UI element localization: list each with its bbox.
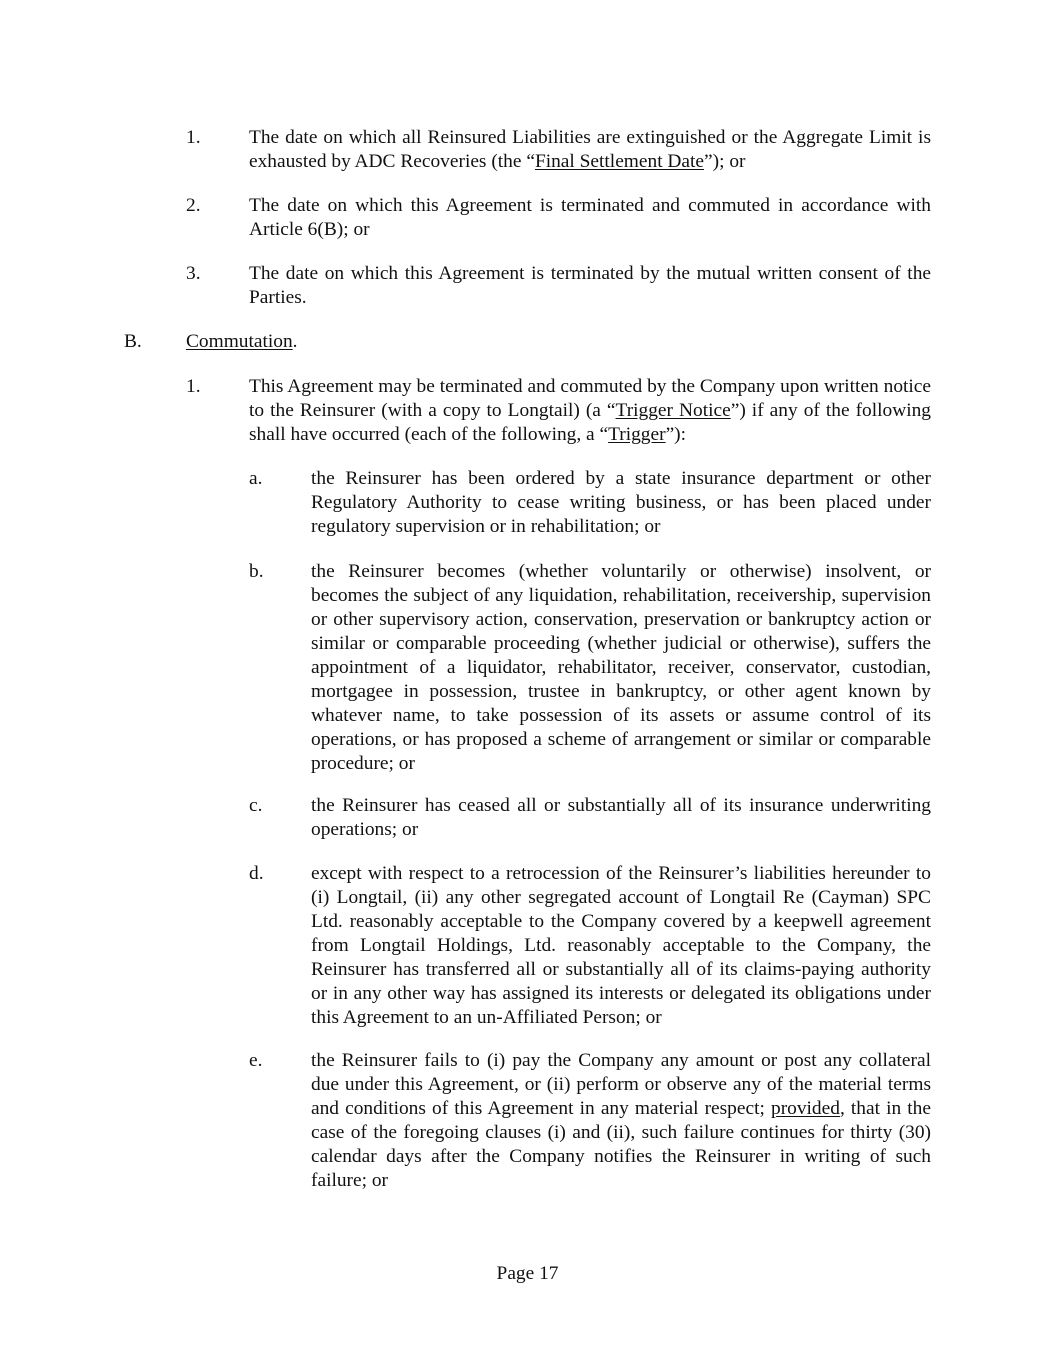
section-heading-b xyxy=(0,330,1055,354)
list-marker: 2. xyxy=(186,195,201,216)
defined-term: provided xyxy=(771,1098,840,1119)
defined-term: Trigger xyxy=(608,424,666,445)
sub-item-marker: e. xyxy=(249,1050,263,1071)
sub-item-marker: b. xyxy=(249,561,264,582)
sub-item-c xyxy=(0,794,1055,842)
sub-item-text: the Reinsurer has ceased all or substantially all of its insurance underwriting operations; or xyxy=(311,795,931,840)
list-marker: 3. xyxy=(186,263,201,284)
sub-item-marker: d. xyxy=(249,863,264,884)
list-item-b1 xyxy=(0,375,1055,447)
list-item-text: The date on which all Reinsured Liabilities are extinguished or the Aggregate Limit is exhausted by ADC Recoveries (the “Final Settlement Date”); or xyxy=(249,127,931,172)
list-item-text: This Agreement may be terminated and commuted by the Company upon written notice to the Reinsurer (with a copy to Longtail) (a “Trigger Notice”) if any of the following shall have occurred (each of the following, a “Trigger”): xyxy=(249,376,931,445)
sub-item-marker: a. xyxy=(249,468,263,489)
sub-item-text: except with respect to a retrocession of the Reinsurer’s liabilities hereunder to (i) Longtail, (ii) any other segregated account of Longtail Re (Cayman) SPC Ltd. reasonably acceptable to the Company covered by a keepwell agreement from Longtail Holdings, Ltd. reasonably acceptable to the Company, the Reinsurer has transferred all or substantially all of its claims-paying authority or in any other way has assigned its interests or delegated its obligations under this Agreement to an un-Affiliated Person; or xyxy=(311,863,931,1028)
sub-item-a xyxy=(0,467,1055,539)
list-marker: 1. xyxy=(186,376,201,397)
list-item-text: The date on which this Agreement is terminated by the mutual written consent of the Parties. xyxy=(249,263,931,308)
section-title: Commutation. xyxy=(186,331,298,352)
list-item-a1 xyxy=(0,126,1055,174)
page-number: Page 17 xyxy=(496,1263,559,1284)
sub-item-marker: c. xyxy=(249,795,263,816)
defined-term: Final Settlement Date xyxy=(534,151,705,172)
list-item-text: The date on which this Agreement is terminated and commuted in accordance with Article 6(B); or xyxy=(249,195,931,240)
sub-item-e xyxy=(0,1049,1055,1193)
sub-item-text: the Reinsurer fails to (i) pay the Company any amount or post any collateral due under this Agreement, or (ii) perform or observe any of the material terms and conditions of this Agreement in any material respect; provided, that in the case of the foregoing clauses (i) and (ii), such failure continues for thirty (30) calendar days after the Company notifies the Reinsurer in writing of such failure; or xyxy=(311,1050,931,1191)
sub-item-b xyxy=(0,560,1055,776)
sub-item-text: the Reinsurer has been ordered by a state insurance department or other Regulatory Authority to cease writing business, or has been placed under regulatory supervision or in rehabilitation; or xyxy=(311,468,931,537)
list-item-a3 xyxy=(0,262,1055,310)
defined-term: Trigger Notice xyxy=(615,400,731,421)
sub-item-d xyxy=(0,862,1055,1030)
list-marker: 1. xyxy=(186,127,201,148)
list-item-a2 xyxy=(0,194,1055,242)
sub-item-text: the Reinsurer becomes (whether voluntarily or otherwise) insolvent, or becomes the subject of any liquidation, rehabilitation, receivership, supervision or other supervisory action, conservation, preservation or bankruptcy action or similar or comparable proceeding (whether judicial or otherwise), suffers the appointment of a liquidator, rehabilitator, receiver, conservator, custodian, mortgagee in possession, trustee in bankruptcy, or other agent known by whatever name, to take possession of its assets or assume control of its operations, or has proposed a scheme of arrangement or similar or comparable procedure; or xyxy=(311,561,931,774)
section-marker: B. xyxy=(124,331,142,352)
